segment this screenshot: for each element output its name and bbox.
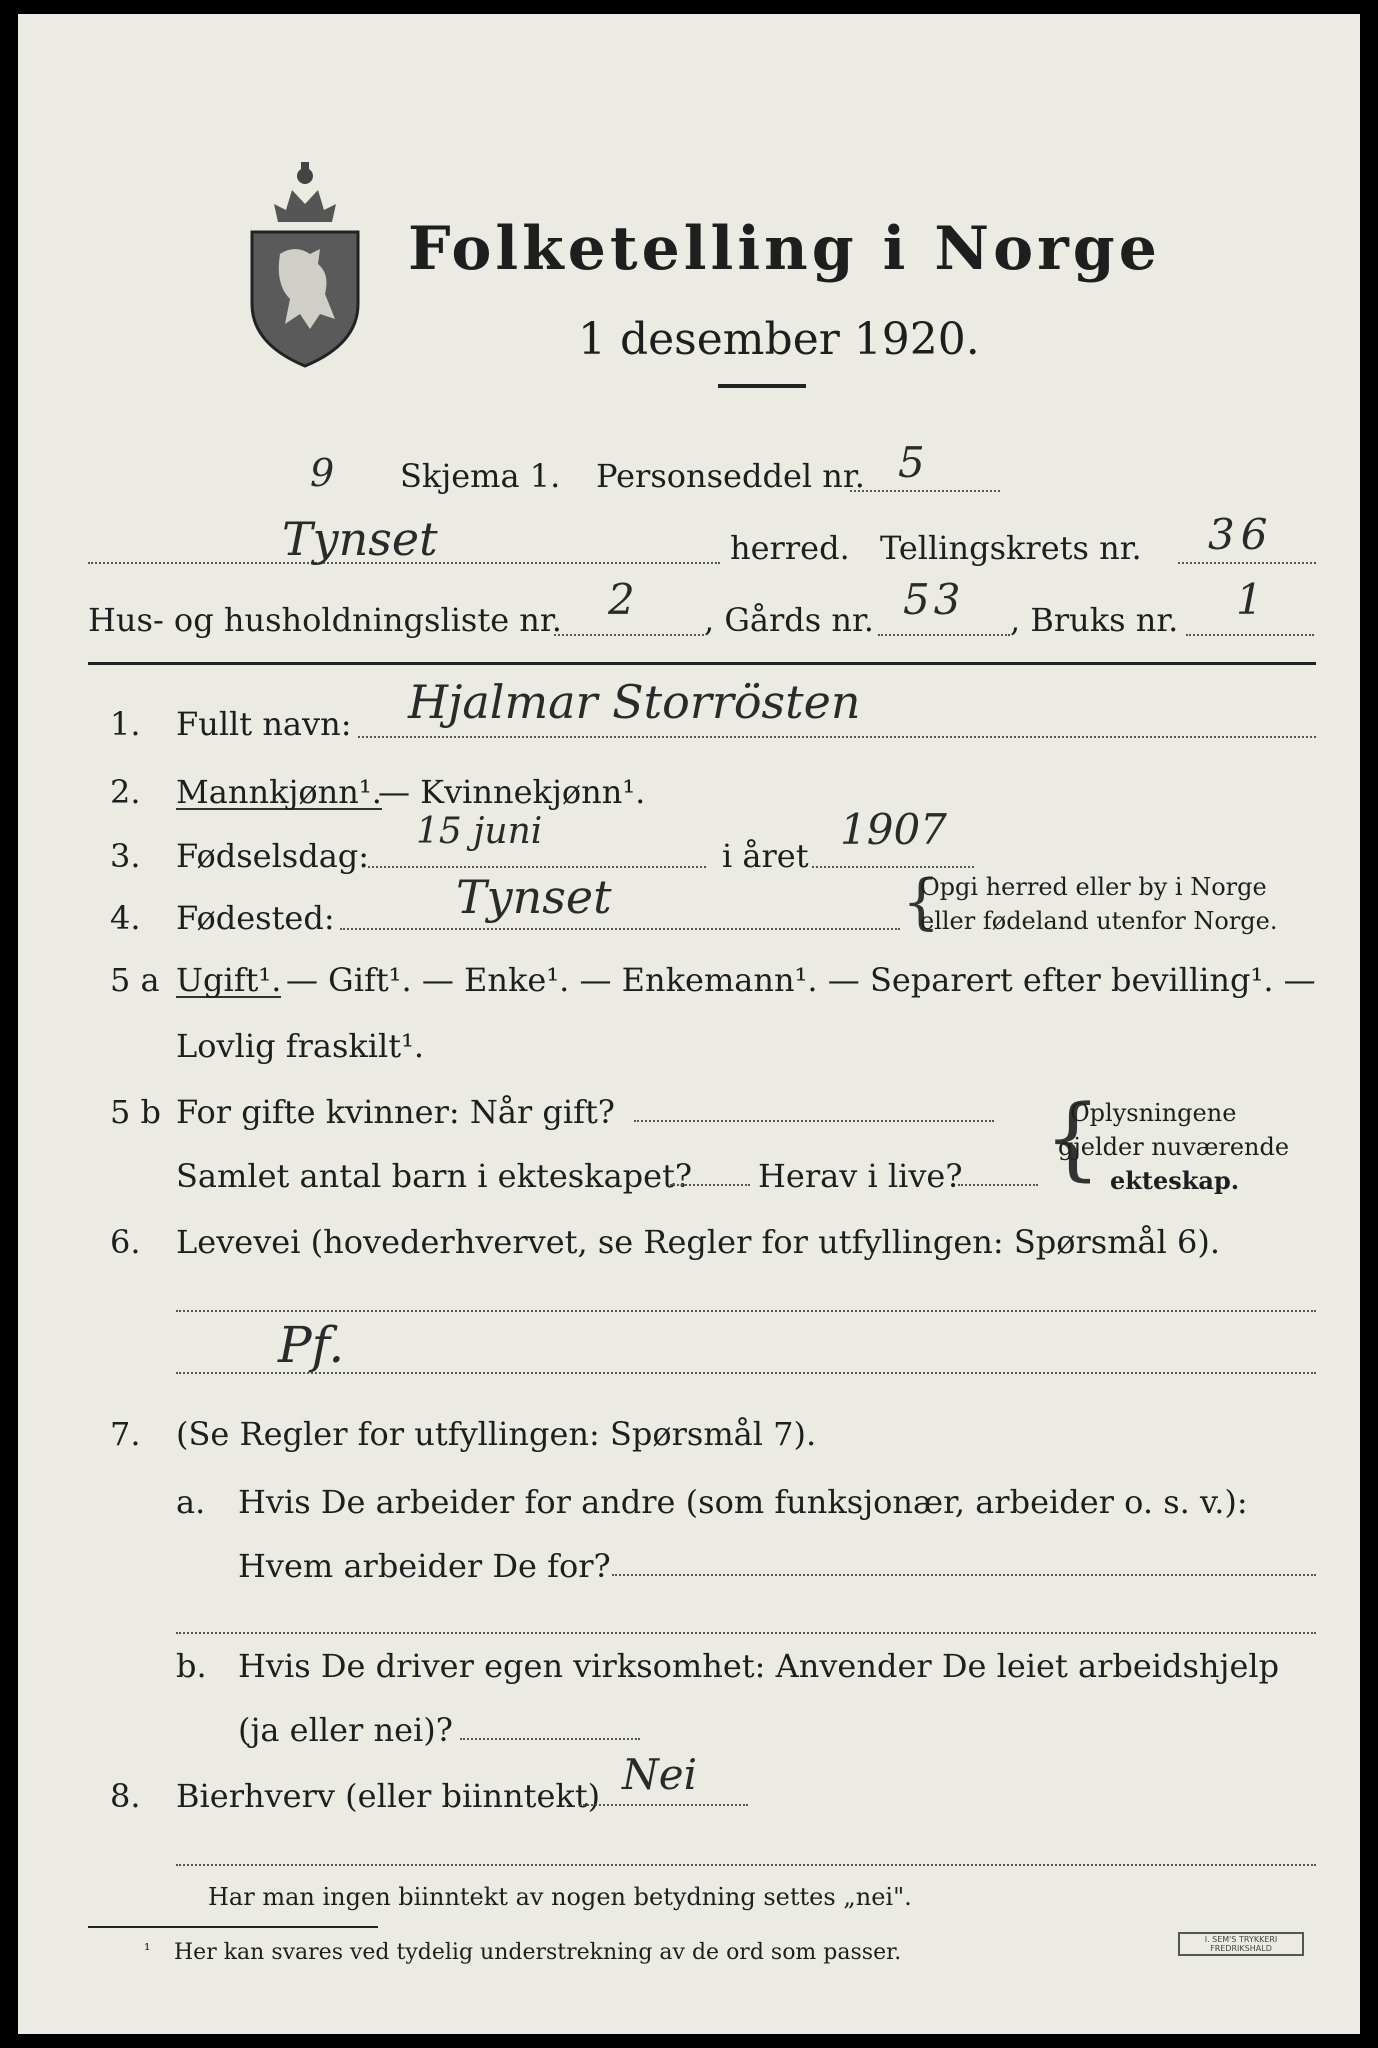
q7a-line1: Hvis De arbeider for andre (som funksjonær, arbeider o. s. v.): [238,1483,1248,1521]
birth-year-value[interactable]: 1907 [840,805,947,854]
q5a-number: 5 a [110,961,160,999]
q5a-ugift-option[interactable]: Ugift¹. [176,961,282,999]
q7b-line [460,1738,640,1740]
q5b-alive-line [958,1184,1038,1186]
q5a-line2[interactable]: Lovlig fraskilt¹. [176,1027,425,1065]
q7b-letter: b. [176,1647,207,1685]
q3-line [368,866,706,868]
q5b-note-2: gjelder nuværende [1058,1133,1290,1161]
q8-line [580,1804,748,1806]
q7a-line [612,1574,1316,1576]
tellingskrets-line [1178,562,1316,564]
q7-number: 7. [110,1415,141,1453]
tellingskrets-label: Tellingskrets nr. [880,529,1142,567]
q1-label: Fullt navn: [176,705,352,743]
occupation-value[interactable]: Pf. [278,1316,345,1374]
q4-label: Fødested: [176,899,335,937]
q7b-line2: (ja eller nei)? [238,1711,453,1749]
q8-label: Bierhverv (eller biinntekt) [176,1777,601,1815]
q3-label: Fødselsdag: [176,837,370,875]
herred-value[interactable]: Tynset [282,512,438,566]
full-name-value[interactable]: Hjalmar Storrösten [408,675,861,729]
form-title: Folketelling i Norge [408,214,1161,284]
q2-female-option[interactable]: — Kvinnekjønn¹. [378,773,646,811]
gards-line [878,634,1010,636]
nei-note: Har man ingen biinntekt av nogen betydning settes „nei". [208,1883,912,1911]
q7-label: (Se Regler for utfyllingen: Spørsmål 7). [176,1415,817,1453]
q7a-letter: a. [176,1483,206,1521]
footnote-text: Her kan svares ved tydelig understrekning av de ord som passer. [174,1940,902,1965]
herred-label: herred. [730,529,850,567]
q3-year-line [812,866,974,868]
census-date: 1 desember 1920. [578,314,980,365]
printer-place: FREDRIKSHALD [1210,1944,1272,1953]
birthday-value[interactable]: 15 juni [416,811,543,852]
handwritten-mark: 9 [310,451,335,495]
q2-male-option[interactable]: Mannkjønn¹. [176,773,382,811]
hus-label: Hus- og husholdningsliste nr. [88,601,562,639]
side-income-value[interactable]: Nei [622,1750,698,1799]
q4-note-2: eller fødeland utenfor Norge. [920,907,1278,935]
q8-line-2 [176,1864,1316,1866]
q5b-married-line [634,1120,994,1122]
census-form-page [18,14,1360,2034]
q7a-line2: Hvem arbeider De for? [238,1547,611,1585]
q5b-alive-label: Herav i live? [758,1157,963,1195]
bruks-label: , Bruks nr. [1010,601,1179,639]
hus-line [554,634,704,636]
q5b-note-3: ekteskap. [1110,1166,1240,1195]
title-divider [718,384,806,388]
q7a-line-2 [176,1632,1316,1634]
printer-stamp [1178,1932,1304,1956]
q5b-note-1: Oplysningene [1070,1099,1237,1127]
q5b-children-label: Samlet antal barn i ekteskapet? [176,1157,693,1195]
q2-number: 2. [110,773,141,811]
q5b-number: 5 b [110,1093,162,1131]
q6-label: Levevei (hovederhvervet, se Regler for utfyllingen: Spørsmål 6). [176,1223,1221,1261]
q4-note-1: Opgi herred eller by i Norge [920,873,1267,901]
bruks-value[interactable]: 1 [1236,575,1263,624]
q7b-line1: Hvis De driver egen virksomhet: Anvender De leiet arbeidshjelp [238,1647,1280,1685]
tellingskrets-value[interactable]: 36 [1208,510,1274,559]
q3-number: 3. [110,837,141,875]
q6-line-2 [176,1372,1316,1374]
coat-of-arms-emblem [240,154,370,369]
personseddel-value[interactable]: 5 [898,438,925,487]
printer-name: I. SEM'S TRYKKERI [1204,1935,1278,1944]
q4-brace: { [902,867,941,937]
scheme-label: Skjema 1. [400,457,561,495]
footnote-marker: ¹ [144,1940,151,1959]
hus-value[interactable]: 2 [608,575,635,624]
q6-line-1 [176,1310,1316,1312]
personseddel-label: Personseddel nr. [596,457,865,495]
q4-line [340,928,900,930]
bruks-line [1186,634,1314,636]
q3-year-label: i året [722,837,809,875]
gards-value[interactable]: 53 [903,575,965,624]
q5b-label: For gifte kvinner: Når gift? [176,1093,615,1131]
q5b-brace: { [1044,1086,1102,1191]
q1-number: 1. [110,705,141,743]
q6-number: 6. [110,1223,141,1261]
gards-label: , Gårds nr. [704,601,874,639]
q4-number: 4. [110,899,141,937]
footnote-rule [88,1926,378,1928]
q5b-children-line [670,1184,750,1186]
q5a-other-options[interactable]: — Gift¹. — Enke¹. — Enkemann¹. — Separert efter bevilling¹. — [286,961,1316,999]
birthplace-value[interactable]: Tynset [456,870,612,924]
personseddel-line [850,490,1000,492]
q1-line [358,736,1316,738]
header-rule [88,662,1316,665]
q8-number: 8. [110,1777,141,1815]
